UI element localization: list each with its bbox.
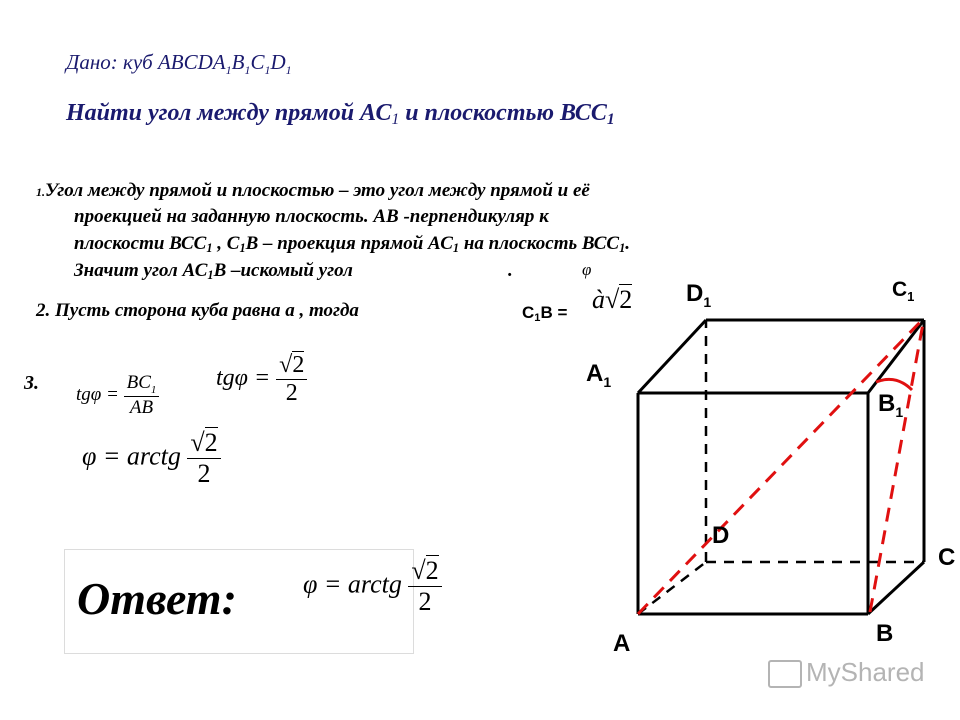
- given-line: Дано: куб $ABCDA_1B_1C_1D_1$: [66, 50, 292, 78]
- vertex-b1: $B_1$: [878, 390, 904, 420]
- step1-line4: Значит угол $АС_1В$ –искомый угол: [74, 260, 353, 283]
- edge-a1-d1: [638, 320, 706, 393]
- step2-c1b: $C_1B$ =: [522, 303, 568, 324]
- vertex-d: D: [712, 522, 730, 549]
- answer-formula: φ = arctg $\frac{√2}{2}$: [303, 556, 442, 617]
- diagonal-a-c1: [638, 318, 924, 614]
- vertex-c1: $C_1$: [892, 278, 915, 304]
- step2-text: 2. Пусть сторона куба равна а , тогда: [36, 300, 359, 321]
- phi-formula: φ = arctg $\frac{√2}{2}$: [82, 428, 221, 489]
- presentation-icon: [768, 660, 802, 688]
- step1-line1: 1.Угол между прямой и плоскостью – это угол между прямой и её: [36, 180, 590, 201]
- step3-num: 3.: [24, 372, 39, 394]
- step1-line3: плоскости $ВСС_1$ , $С_1В$ – проекция прямой $АС_1$ на плоскость $ВСС_1$.: [74, 233, 630, 256]
- vertex-b: B: [876, 620, 894, 647]
- vertex-c: C: [938, 544, 956, 571]
- phi-symbol: φ: [582, 260, 592, 279]
- tg-formula-2: tgφ = $\frac{√2}{2}$: [216, 352, 307, 407]
- vertex-a1: $A_1$: [586, 360, 612, 390]
- answer-label: Ответ:: [77, 573, 237, 624]
- step1-dot: .: [508, 260, 513, 281]
- angle-arc: [876, 379, 912, 390]
- watermark: MyShared: [768, 657, 925, 688]
- edge-a-d: [638, 562, 706, 614]
- step1-line2: проекцией на заданную плоскость. АВ -перпендикуляр к: [74, 206, 549, 227]
- find-line: Найти угол между прямой $АС_1$ и плоскостью $ВСС_1$: [66, 100, 615, 128]
- vertex-a: A: [613, 630, 631, 657]
- tg-formula-1: tgφ = $\frac{BC_1}{AB}$: [76, 372, 159, 419]
- step2-formula: à√2: [592, 285, 633, 314]
- vertex-d1: $D_1$: [686, 280, 712, 310]
- edge-b-c: [868, 562, 924, 614]
